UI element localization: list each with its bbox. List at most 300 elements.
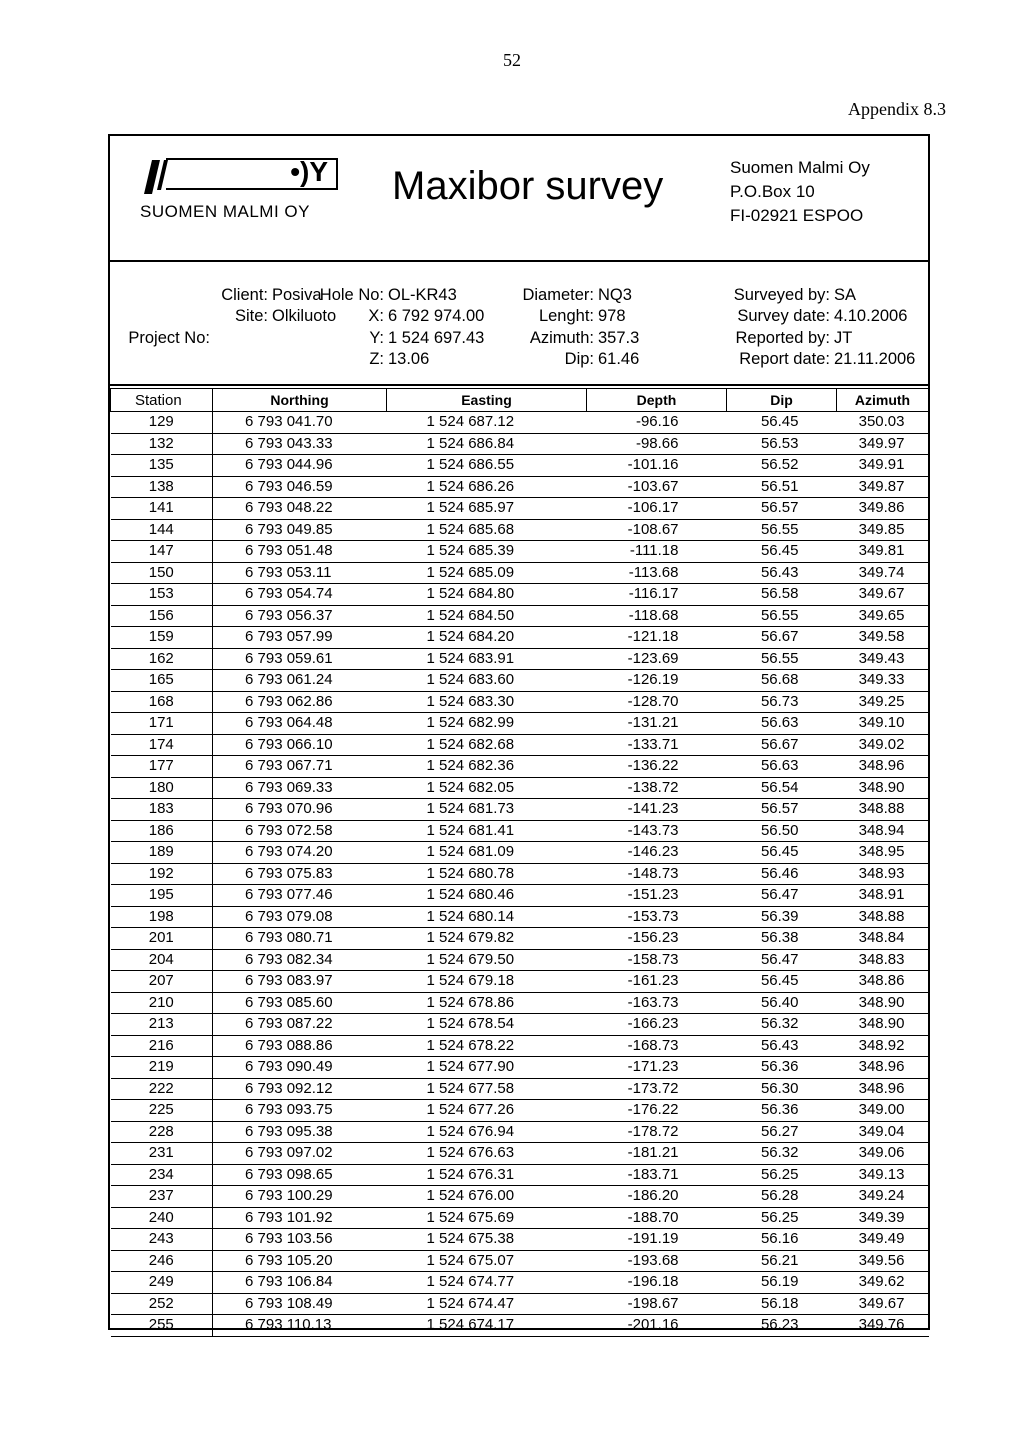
easting-cell: 1 524 674.17 [387, 1315, 587, 1337]
table-header-row [111, 389, 929, 412]
depth-cell: -173.72 [587, 1078, 727, 1100]
azimuth-cell: 349.67 [837, 1293, 929, 1315]
table-row [111, 1100, 929, 1122]
column-header-azimuth: Azimuth [837, 389, 929, 412]
northing-cell: 6 793 083.97 [213, 971, 387, 993]
depth-cell: -201.16 [587, 1315, 727, 1337]
address-line: Suomen Malmi Oy [730, 158, 870, 177]
depth-cell: -126.19 [587, 670, 727, 692]
dip-cell: 56.36 [727, 1057, 837, 1079]
station-cell: 159 [111, 627, 213, 649]
dip-cell: 56.67 [727, 627, 837, 649]
station-cell: 228 [111, 1121, 213, 1143]
table-row [111, 433, 929, 455]
table-row [111, 455, 929, 477]
table-row [111, 1035, 929, 1057]
station-cell: 129 [111, 412, 213, 434]
depth-cell: -98.66 [587, 433, 727, 455]
easting-cell: 1 524 687.12 [387, 412, 587, 434]
northing-cell: 6 793 103.56 [213, 1229, 387, 1251]
depth-cell: -153.73 [587, 906, 727, 928]
azimuth-cell: 348.96 [837, 1078, 929, 1100]
dip-cell: 56.25 [727, 1207, 837, 1229]
dip-cell: 56.51 [727, 476, 837, 498]
dip-cell: 56.52 [727, 455, 837, 477]
depth-cell: -166.23 [587, 1014, 727, 1036]
table-row [111, 1143, 929, 1165]
column-header-station: Station [111, 389, 213, 412]
northing-cell: 6 793 054.74 [213, 584, 387, 606]
depth-cell: -131.21 [587, 713, 727, 735]
station-cell: 183 [111, 799, 213, 821]
station-cell: 135 [111, 455, 213, 477]
northing-cell: 6 793 043.33 [213, 433, 387, 455]
azimuth-cell: 349.06 [837, 1143, 929, 1165]
x-label: X: [368, 307, 384, 325]
depth-cell: -101.16 [587, 455, 727, 477]
dip-cell: 56.63 [727, 713, 837, 735]
table-row [111, 1164, 929, 1186]
station-cell: 207 [111, 971, 213, 993]
table-row [111, 1229, 929, 1251]
easting-cell: 1 524 681.41 [387, 820, 587, 842]
logo-mark: •)Y [290, 156, 328, 187]
dip-cell: 56.40 [727, 992, 837, 1014]
northing-cell: 6 793 064.48 [213, 713, 387, 735]
dip-cell: 56.32 [727, 1014, 837, 1036]
station-cell: 168 [111, 691, 213, 713]
easting-cell: 1 524 684.20 [387, 627, 587, 649]
easting-cell: 1 524 676.94 [387, 1121, 587, 1143]
northing-cell: 6 793 057.99 [213, 627, 387, 649]
table-row [111, 519, 929, 541]
easting-cell: 1 524 680.46 [387, 885, 587, 907]
table-row [111, 971, 929, 993]
station-cell: 249 [111, 1272, 213, 1294]
easting-cell: 1 524 683.30 [387, 691, 587, 713]
station-cell: 141 [111, 498, 213, 520]
azimuth-cell: 349.58 [837, 627, 929, 649]
easting-cell: 1 524 678.86 [387, 992, 587, 1014]
azimuth-cell: 349.49 [837, 1229, 929, 1251]
table-row [111, 713, 929, 735]
azimuth-cell: 348.90 [837, 1014, 929, 1036]
northing-cell: 6 793 085.60 [213, 992, 387, 1014]
easting-cell: 1 524 675.07 [387, 1250, 587, 1272]
azimuth-cell: 349.02 [837, 734, 929, 756]
table-row [111, 1272, 929, 1294]
report-date-value: 21.11.2006 [834, 350, 916, 368]
dip-cell: 56.45 [727, 971, 837, 993]
dip-cell: 56.28 [727, 1186, 837, 1208]
station-cell: 210 [111, 992, 213, 1014]
table-row [111, 1293, 929, 1315]
table-row [111, 906, 929, 928]
northing-cell: 6 793 106.84 [213, 1272, 387, 1294]
surveyed-by-label: Surveyed by: [733, 286, 830, 304]
table-row [111, 928, 929, 950]
easting-cell: 1 524 677.90 [387, 1057, 587, 1079]
depth-cell: -128.70 [587, 691, 727, 713]
dip-cell: 56.57 [727, 498, 837, 520]
survey-data-table [110, 388, 929, 1337]
depth-cell: -178.72 [587, 1121, 727, 1143]
table-row [111, 842, 929, 864]
northing-cell: 6 793 049.85 [213, 519, 387, 541]
easting-cell: 1 524 677.26 [387, 1100, 587, 1122]
depth-cell: -113.68 [587, 562, 727, 584]
azimuth-cell: 349.43 [837, 648, 929, 670]
northing-cell: 6 793 095.38 [213, 1121, 387, 1143]
dip-cell: 56.30 [727, 1078, 837, 1100]
easting-cell: 1 524 681.09 [387, 842, 587, 864]
length-value: 978 [598, 307, 626, 325]
table-row [111, 1121, 929, 1143]
depth-cell: -146.23 [587, 842, 727, 864]
dip-cell: 56.21 [727, 1250, 837, 1272]
station-cell: 162 [111, 648, 213, 670]
station-cell: 192 [111, 863, 213, 885]
y-label: Y: [369, 329, 384, 347]
dip-cell: 56.43 [727, 562, 837, 584]
reported-by-value: JT [834, 329, 853, 347]
z-label: Z: [369, 350, 384, 368]
table-row [111, 1250, 929, 1272]
table-row [111, 627, 929, 649]
station-cell: 180 [111, 777, 213, 799]
easting-cell: 1 524 674.47 [387, 1293, 587, 1315]
x-value: 6 792 974.00 [388, 307, 485, 325]
easting-cell: 1 524 682.36 [387, 756, 587, 778]
dip-cell: 56.55 [727, 605, 837, 627]
dip-cell: 56.55 [727, 648, 837, 670]
logo-company-name: SUOMEN MALMI OY [140, 202, 310, 221]
dip-cell: 56.73 [727, 691, 837, 713]
dip-cell: 56.45 [727, 842, 837, 864]
page-number: 52 [503, 50, 521, 70]
length-label: Lenght: [538, 307, 594, 325]
azimuth-cell: 348.96 [837, 756, 929, 778]
survey-date-value: 4.10.2006 [834, 307, 908, 325]
easting-cell: 1 524 686.84 [387, 433, 587, 455]
client-value: Posiva [272, 286, 322, 304]
northing-cell: 6 793 093.75 [213, 1100, 387, 1122]
easting-cell: 1 524 684.50 [387, 605, 587, 627]
northing-cell: 6 793 061.24 [213, 670, 387, 692]
header-divider [110, 260, 928, 262]
table-row [111, 412, 929, 434]
client-label: Client: [221, 286, 268, 304]
azimuth-cell: 349.00 [837, 1100, 929, 1122]
dip-cell: 56.46 [727, 863, 837, 885]
dip-cell: 56.58 [727, 584, 837, 606]
northing-cell: 6 793 088.86 [213, 1035, 387, 1057]
northing-cell: 6 793 056.37 [213, 605, 387, 627]
table-body [111, 412, 929, 1337]
column-header-depth: Depth [587, 389, 727, 412]
northing-cell: 6 793 101.92 [213, 1207, 387, 1229]
depth-cell: -196.18 [587, 1272, 727, 1294]
station-cell: 198 [111, 906, 213, 928]
hole-label: Hole No: [319, 286, 384, 304]
dip-cell: 56.67 [727, 734, 837, 756]
station-cell: 204 [111, 949, 213, 971]
northing-cell: 6 793 044.96 [213, 455, 387, 477]
depth-cell: -133.71 [587, 734, 727, 756]
northing-cell: 6 793 110.13 [213, 1315, 387, 1337]
easting-cell: 1 524 678.22 [387, 1035, 587, 1057]
easting-cell: 1 524 685.39 [387, 541, 587, 563]
northing-cell: 6 793 097.02 [213, 1143, 387, 1165]
table-row [111, 541, 929, 563]
table-row [111, 734, 929, 756]
easting-cell: 1 524 676.63 [387, 1143, 587, 1165]
dip-cell: 56.53 [727, 433, 837, 455]
northing-cell: 6 793 108.49 [213, 1293, 387, 1315]
appendix-label: Appendix 8.3 [848, 99, 946, 119]
easting-cell: 1 524 679.82 [387, 928, 587, 950]
azimuth-cell: 348.92 [837, 1035, 929, 1057]
azimuth-cell: 349.81 [837, 541, 929, 563]
info-dip [110, 350, 639, 369]
easting-cell: 1 524 680.14 [387, 906, 587, 928]
northing-cell: 6 793 062.86 [213, 691, 387, 713]
depth-cell: -188.70 [587, 1207, 727, 1229]
northing-cell: 6 793 046.59 [213, 476, 387, 498]
depth-cell: -118.68 [587, 605, 727, 627]
azimuth-cell: 348.90 [837, 992, 929, 1014]
site-value: Olkiluoto [272, 307, 337, 325]
azimuth-cell: 349.56 [837, 1250, 929, 1272]
depth-cell: -121.18 [587, 627, 727, 649]
dip-cell: 56.25 [727, 1164, 837, 1186]
depth-cell: -151.23 [587, 885, 727, 907]
dip-cell: 56.45 [727, 541, 837, 563]
station-cell: 240 [111, 1207, 213, 1229]
table-row [111, 756, 929, 778]
azimuth-cell: 349.85 [837, 519, 929, 541]
easting-cell: 1 524 682.99 [387, 713, 587, 735]
depth-cell: -156.23 [587, 928, 727, 950]
northing-cell: 6 793 098.65 [213, 1164, 387, 1186]
northing-cell: 6 793 070.96 [213, 799, 387, 821]
station-cell: 177 [111, 756, 213, 778]
station-cell: 222 [111, 1078, 213, 1100]
depth-cell: -171.23 [587, 1057, 727, 1079]
depth-cell: -191.19 [587, 1229, 727, 1251]
northing-cell: 6 793 082.34 [213, 949, 387, 971]
azimuth-value: 357.3 [598, 329, 640, 347]
easting-cell: 1 524 685.68 [387, 519, 587, 541]
depth-cell: -103.67 [587, 476, 727, 498]
azimuth-cell: 349.97 [837, 433, 929, 455]
easting-cell: 1 524 679.50 [387, 949, 587, 971]
depth-cell: -181.21 [587, 1143, 727, 1165]
column-header-easting: Easting [387, 389, 587, 412]
info-diameter [110, 286, 632, 305]
diameter-label: Diameter: [522, 286, 594, 304]
easting-cell: 1 524 679.18 [387, 971, 587, 993]
azimuth-cell: 349.24 [837, 1186, 929, 1208]
dip-label: Dip: [564, 350, 594, 368]
azimuth-cell: 349.39 [837, 1207, 929, 1229]
easting-cell: 1 524 678.54 [387, 1014, 587, 1036]
northing-cell: 6 793 092.12 [213, 1078, 387, 1100]
northing-cell: 6 793 041.70 [213, 412, 387, 434]
table-row [111, 949, 929, 971]
depth-cell: -111.18 [587, 541, 727, 563]
azimuth-cell: 348.88 [837, 799, 929, 821]
dip-cell: 56.54 [727, 777, 837, 799]
northing-cell: 6 793 100.29 [213, 1186, 387, 1208]
azimuth-cell: 348.90 [837, 777, 929, 799]
station-cell: 165 [111, 670, 213, 692]
easting-cell: 1 524 683.91 [387, 648, 587, 670]
dip-value: 61.46 [598, 350, 640, 368]
station-cell: 201 [111, 928, 213, 950]
station-cell: 132 [111, 433, 213, 455]
easting-cell: 1 524 686.55 [387, 455, 587, 477]
azimuth-cell: 349.67 [837, 584, 929, 606]
table-row [111, 820, 929, 842]
azimuth-cell: 349.87 [837, 476, 929, 498]
easting-cell: 1 524 683.60 [387, 670, 587, 692]
azimuth-cell: 348.83 [837, 949, 929, 971]
azimuth-cell: 349.91 [837, 455, 929, 477]
easting-cell: 1 524 685.97 [387, 498, 587, 520]
z-value: 13.06 [388, 350, 430, 368]
dip-cell: 56.68 [727, 670, 837, 692]
azimuth-cell: 348.95 [837, 842, 929, 864]
easting-cell: 1 524 686.26 [387, 476, 587, 498]
depth-cell: -168.73 [587, 1035, 727, 1057]
azimuth-cell: 348.84 [837, 928, 929, 950]
dip-cell: 56.36 [727, 1100, 837, 1122]
depth-cell: -116.17 [587, 584, 727, 606]
logo-box [166, 158, 338, 190]
table-row [111, 777, 929, 799]
company-logo [132, 154, 342, 221]
azimuth-cell: 349.25 [837, 691, 929, 713]
dip-cell: 56.38 [727, 928, 837, 950]
info-survey-date [710, 307, 907, 326]
azimuth-cell: 349.13 [837, 1164, 929, 1186]
station-cell: 246 [111, 1250, 213, 1272]
depth-cell: -176.22 [587, 1100, 727, 1122]
depth-cell: -108.67 [587, 519, 727, 541]
station-cell: 234 [111, 1164, 213, 1186]
table-row [111, 562, 929, 584]
station-cell: 156 [111, 605, 213, 627]
azimuth-cell: 350.03 [837, 412, 929, 434]
depth-cell: -136.22 [587, 756, 727, 778]
table-row [111, 670, 929, 692]
azimuth-cell: 348.91 [837, 885, 929, 907]
northing-cell: 6 793 079.08 [213, 906, 387, 928]
surveyed-by-value: SA [834, 286, 857, 304]
address-line: P.O.Box 10 [730, 182, 815, 201]
station-cell: 138 [111, 476, 213, 498]
column-header-northing: Northing [213, 389, 387, 412]
table-row [111, 691, 929, 713]
dip-cell: 56.63 [727, 756, 837, 778]
depth-cell: -138.72 [587, 777, 727, 799]
table-row [111, 1078, 929, 1100]
northing-cell: 6 793 067.71 [213, 756, 387, 778]
station-cell: 153 [111, 584, 213, 606]
table-row [111, 1014, 929, 1036]
info-report-date [710, 350, 915, 369]
reported-by-label: Reported by: [735, 329, 830, 347]
dip-cell: 56.18 [727, 1293, 837, 1315]
station-cell: 219 [111, 1057, 213, 1079]
dip-cell: 56.57 [727, 799, 837, 821]
hole-value: OL-KR43 [388, 286, 457, 304]
station-cell: 243 [111, 1229, 213, 1251]
northing-cell: 6 793 087.22 [213, 1014, 387, 1036]
northing-cell: 6 793 069.33 [213, 777, 387, 799]
northing-cell: 6 793 059.61 [213, 648, 387, 670]
station-cell: 174 [111, 734, 213, 756]
table-row [111, 476, 929, 498]
depth-cell: -161.23 [587, 971, 727, 993]
easting-cell: 1 524 681.73 [387, 799, 587, 821]
diameter-value: NQ3 [598, 286, 632, 304]
easting-cell: 1 524 674.77 [387, 1272, 587, 1294]
northing-cell: 6 793 053.11 [213, 562, 387, 584]
info-length [110, 307, 626, 326]
azimuth-cell: 348.94 [837, 820, 929, 842]
station-cell: 231 [111, 1143, 213, 1165]
info-reported-by [710, 329, 852, 348]
azimuth-cell: 348.86 [837, 971, 929, 993]
station-cell: 213 [111, 1014, 213, 1036]
report-date-label: Report date: [739, 350, 830, 368]
table-row [111, 605, 929, 627]
easting-cell: 1 524 677.58 [387, 1078, 587, 1100]
northing-cell: 6 793 090.49 [213, 1057, 387, 1079]
logo-slash-icon [144, 160, 168, 194]
azimuth-cell: 348.88 [837, 906, 929, 928]
station-cell: 171 [111, 713, 213, 735]
table-row [111, 885, 929, 907]
dip-cell: 56.39 [727, 906, 837, 928]
easting-cell: 1 524 676.31 [387, 1164, 587, 1186]
easting-cell: 1 524 682.05 [387, 777, 587, 799]
dip-cell: 56.47 [727, 949, 837, 971]
report-header [110, 136, 928, 258]
easting-cell: 1 524 685.09 [387, 562, 587, 584]
y-value: 1 524 697.43 [388, 329, 485, 347]
survey-report-frame [108, 134, 930, 1334]
azimuth-cell: 348.93 [837, 863, 929, 885]
station-cell: 186 [111, 820, 213, 842]
table-row [111, 799, 929, 821]
station-cell: 255 [111, 1315, 213, 1337]
column-header-dip: Dip [727, 389, 837, 412]
northing-cell: 6 793 072.58 [213, 820, 387, 842]
easting-cell: 1 524 675.38 [387, 1229, 587, 1251]
info-azimuth [110, 329, 639, 348]
depth-cell: -96.16 [587, 412, 727, 434]
dip-cell: 56.19 [727, 1272, 837, 1294]
northing-cell: 6 793 051.48 [213, 541, 387, 563]
station-cell: 150 [111, 562, 213, 584]
depth-cell: -148.73 [587, 863, 727, 885]
azimuth-cell: 348.96 [837, 1057, 929, 1079]
northing-cell: 6 793 075.83 [213, 863, 387, 885]
depth-cell: -141.23 [587, 799, 727, 821]
